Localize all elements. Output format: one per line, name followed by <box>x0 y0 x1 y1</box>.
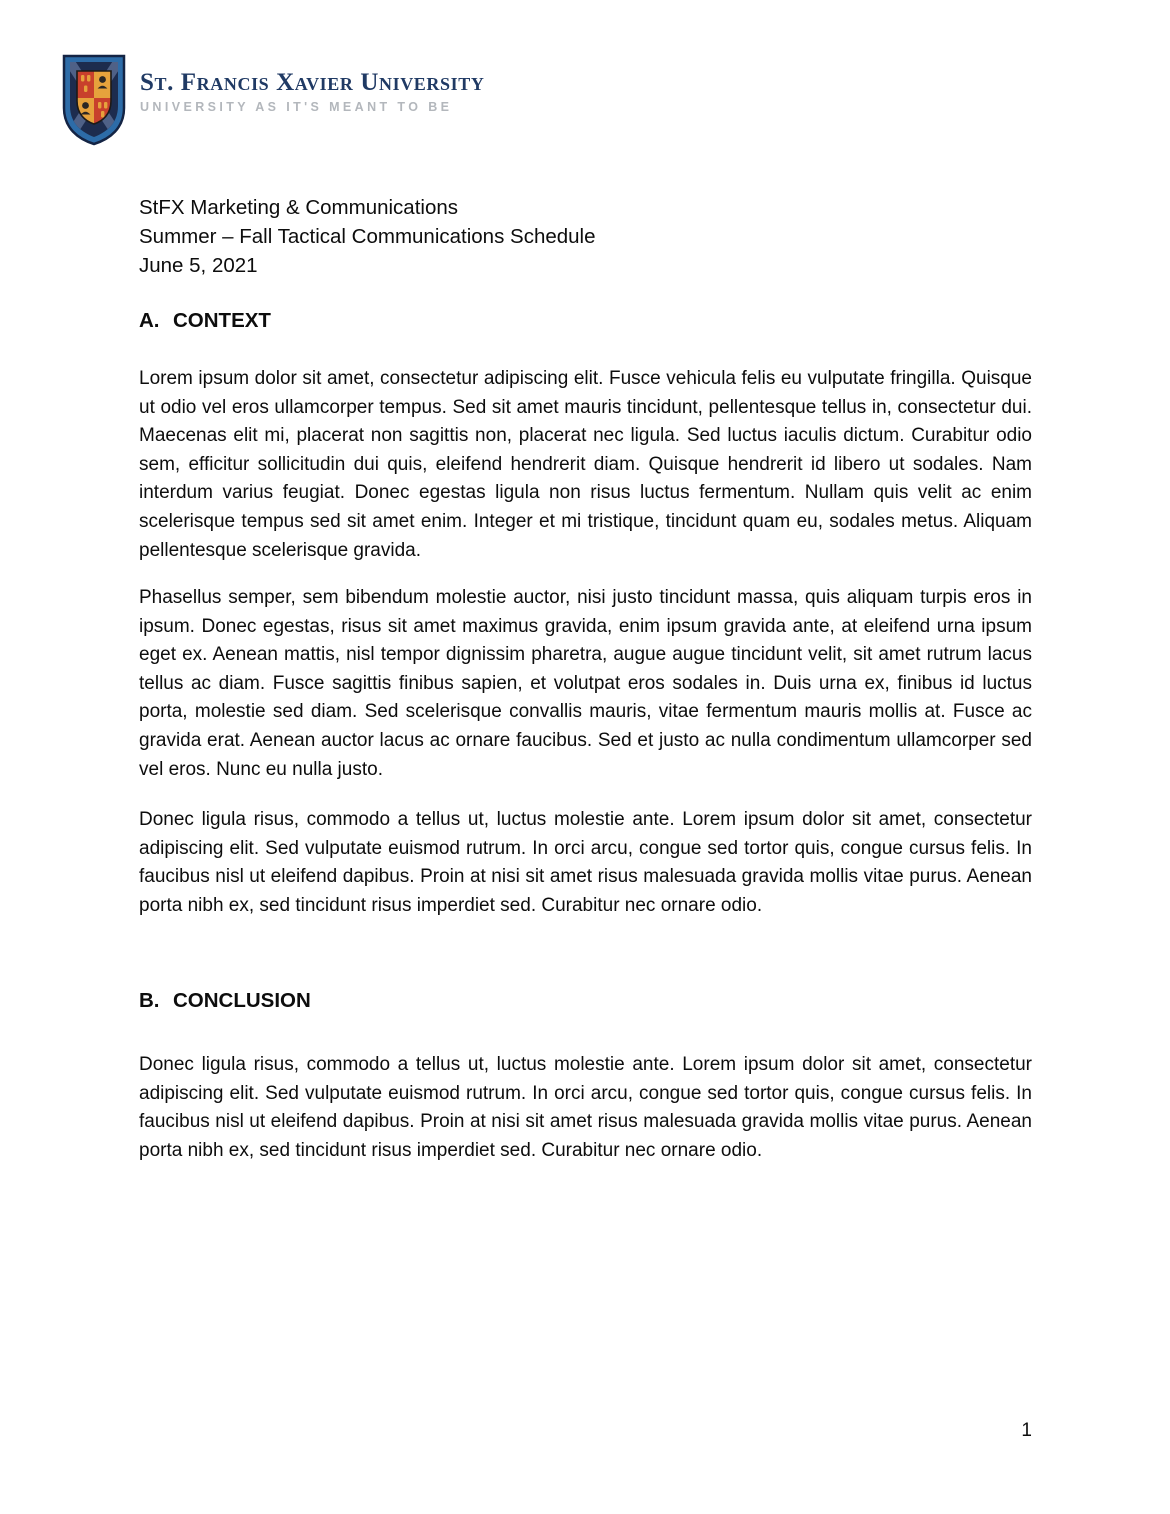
document-header <box>139 193 1032 280</box>
conclusion-paragraph-1: Donec ligula risus, commodo a tellus ut, luctus molestie ante. Lorem ipsum dolor sit amet, consectetur adipiscing elit. Sed vulputate euismod rutrum. In orci arcu, congue sed tortor quis, congue cursus felis. In faucibus nisl ut eleifend dapibus. Proin at nisi sit amet risus malesuada gravida mollis vitae purus. Aenean porta nibh ex, sed tincidunt risus imperdiet sed. Curabitur nec ornare odio. <box>139 1054 1032 1161</box>
context-paragraph-1: Lorem ipsum dolor sit amet, consectetur adipiscing elit. Fusce vehicula felis eu vulputate fringilla. Quisque ut odio vel eros ullamcorper tempus. Sed sit amet mauris tincidunt, pellentesque tellus in, consectetur dui. Maecenas elit mi, placerat non sagittis non, placerat nec ligula. Sed luctus iaculis dictum. Curabitur odio sem, efficitur sollicitudin dui quis, eleifend hendrerit diam. Quisque hendrerit id libero ut sodales. Nam interdum varius feugiat. Donec egestas ligula non risus luctus fermentum. Nullam quis velit ac enim scelerisque tempus sed sit amet enim. Integer et mi tristique, tincidunt quam eu, sodales metus. Aliquam pellentesque scelerisque gravida. <box>139 368 1032 561</box>
section-b-letter: B. <box>139 989 160 1012</box>
section-a-heading <box>139 309 1032 333</box>
university-wordmark <box>140 54 484 114</box>
section-b-title: CONCLUSION <box>173 989 311 1012</box>
header-title: Summer – Fall Tactical Communications Schedule <box>139 225 596 248</box>
context-paragraph-2: Phasellus semper, sem bibendum molestie auctor, nisi justo tincidunt massa, quis aliquam turpis eros in ipsum. Donec egestas, risus sit amet maximus gravida, enim ipsum gravida ante, at eleifend urna ipsum eget ex. Aenean mattis, nisl tempor dignissim pharetra, augue augue tincidunt velit, sit amet rutrum lacus tellus ac diam. Fusce sagittis finibus sapien, et volutpat eros sodales in. Duis urna ex, finibus id luctus porta, molestie sed diam. Sed scelerisque convallis mauris, vitae fermentum mauris mollis at. Fusce ac gravida erat. Aenean auctor lacus ac ornare faucibus. Sed et justo ac nulla condimentum ullamcorper sed vel eros. Nunc eu nulla justo. <box>139 587 1032 780</box>
university-name: St. Francis Xavier University <box>140 69 485 96</box>
university-logo <box>62 54 484 146</box>
page-number: 1 <box>1021 1420 1032 1441</box>
header-department: StFX Marketing & Communications <box>139 196 459 219</box>
university-tagline: UNIVERSITY AS IT'S MEANT TO BE <box>140 99 453 114</box>
context-paragraph-3: Donec ligula risus, commodo a tellus ut, luctus molestie ante. Lorem ipsum dolor sit amet, consectetur adipiscing elit. Sed vulputate euismod rutrum. In orci arcu, congue sed tortor quis, congue cursus felis. In faucibus nisl ut eleifend dapibus. Proin at nisi sit amet risus malesuada gravida mollis vitae purus. Aenean porta nibh ex, sed tincidunt risus imperdiet sed. Curabitur nec ornare odio. <box>139 809 1032 916</box>
section-a-title: CONTEXT <box>173 309 271 332</box>
university-crest-icon <box>62 54 126 146</box>
section-b-heading <box>139 989 1032 1013</box>
header-date: June 5, 2021 <box>139 254 258 277</box>
section-a-letter: A. <box>139 309 160 332</box>
